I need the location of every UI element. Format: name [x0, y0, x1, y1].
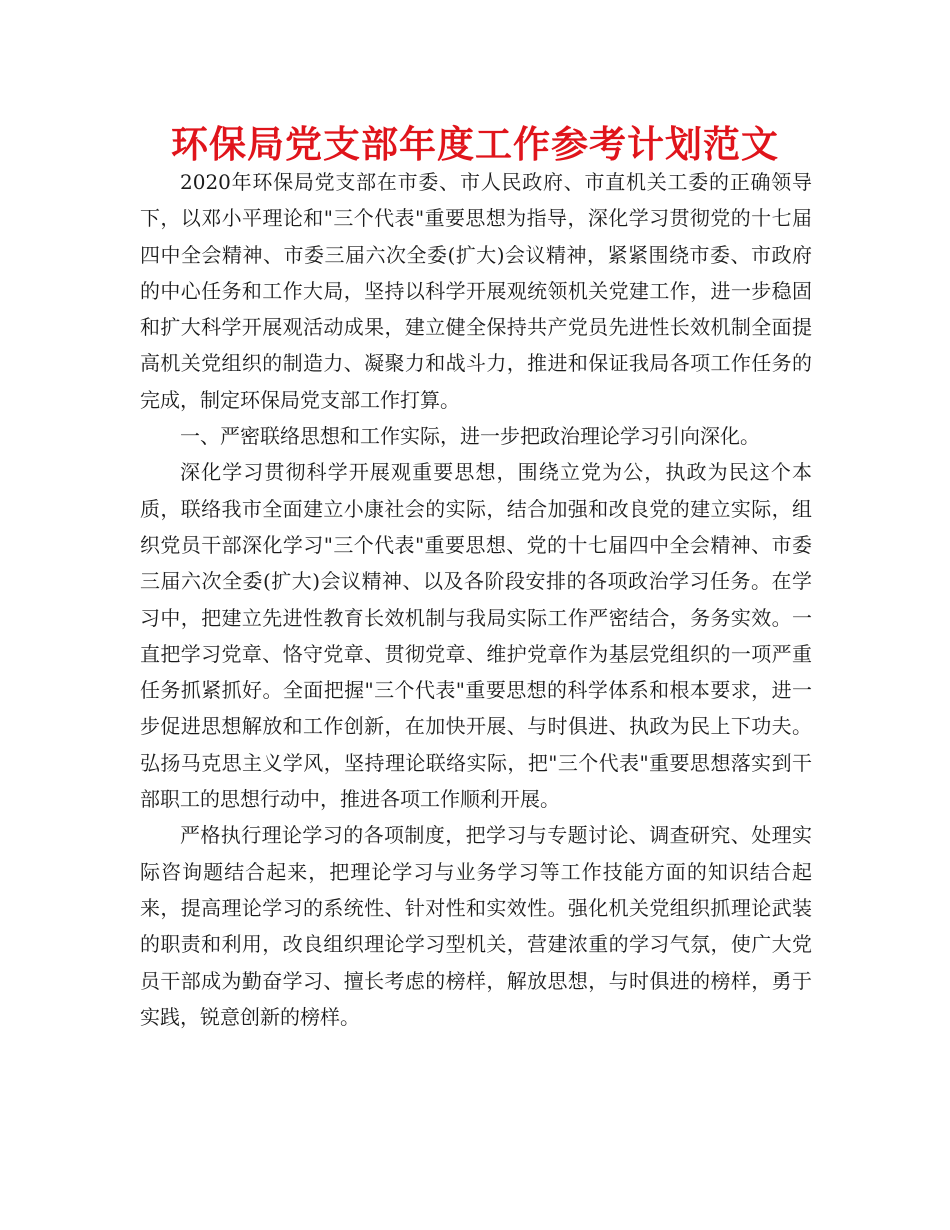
document-body	[140, 164, 812, 1035]
paragraph-system: 严格执行理论学习的各项制度，把学习与专题讨论、调查研究、处理实际咨询题结合起来，把理论学习与业务学习等工作技能方面的知识结合起来，提高理论学习的系统性、针对性和实效性。强化机关党组织抓理论武装的职责和利用，改良组织理论学习型机关，营建浓重的学习气氛，使广大党员干部成为勤奋学习、擅长考虑的榜样，解放思想，与时俱进的榜样，勇于实践，锐意创新的榜样。	[140, 823, 812, 1029]
document-title: 环保局党支部年度工作参考计划范文	[171, 123, 779, 166]
section-heading-1: 一、严密联络思想和工作实际，进一步把政治理论学习引向深化。	[180, 424, 760, 449]
paragraph-study: 深化学习贯彻科学开展观重要思想，围绕立党为公，执政为民这个本质，联络我市全面建立小康社会的实际，结合加强和改良党的建立实际，组织党员干部深化学习"三个代表"重要思想、党的十七届四中全会精神、市委三届六次全委(扩大)会议精神、以及各阶段安排的各项政治学习任务。在学习中，把建立先进性教育长效机制与我局实际工作严密结合，务务实效。一直把学习党章、恪守党章、贯彻党章、维护党章作为基层党组织的一项严重任务抓紧抓好。全面把握"三个代表"重要思想的科学体系和根本要求，进一步促进思想解放和工作创新，在加快开展、与时俱进、执政为民上下功夫。弘扬马克思主义学风，坚持理论联络实际，把"三个代表"重要思想落实到干部职工的思想行动中，推进各项工作顺利开展。	[140, 460, 812, 812]
paragraph-intro: 2020年环保局党支部在市委、市人民政府、市直机关工委的正确领导下，以邓小平理论和"三个代表"重要思想为指导，深化学习贯彻党的十七届四中全会精神、市委三届六次全委(扩大)会议精神，紧紧围绕市委、市政府的中心任务和工作大局，坚持以科学开展观统领机关党建工作，进一步稳固和扩大科学开展观活动成果，建立健全保持共产党员先进性长效机制全面提高机关党组织的制造力、凝聚力和战斗力，推进和保证我局各项工作任务的完成，制定环保局党支部工作打算。	[140, 170, 812, 412]
